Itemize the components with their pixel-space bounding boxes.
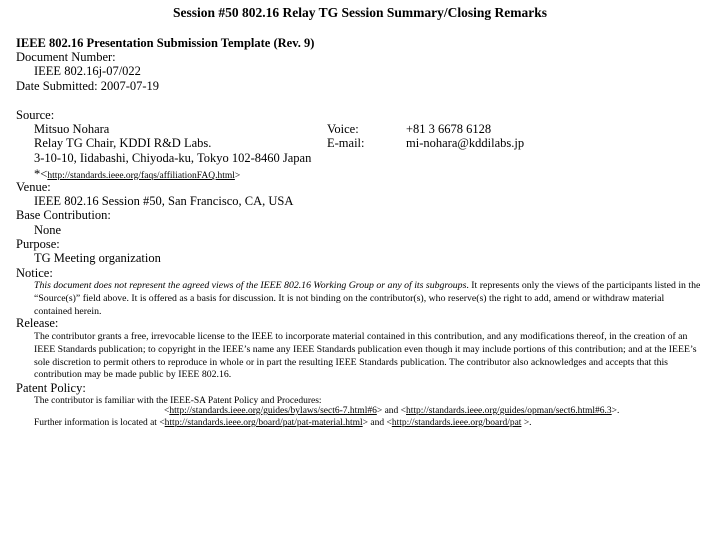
- affiliation-prefix: *<: [34, 167, 48, 181]
- patent-and-2: > and <: [362, 418, 392, 428]
- venue-value: IEEE 802.16 Session #50, San Francisco, CA, USA: [34, 194, 294, 208]
- voice-label: Voice:: [327, 122, 359, 136]
- base-contribution-label: Base Contribution:: [16, 208, 111, 222]
- patent-line-3-prefix: Further information is located at <: [34, 418, 165, 428]
- affiliation-suffix: >: [234, 171, 241, 181]
- pat-board-link[interactable]: http://standards.ieee.org/board/pat: [391, 418, 522, 428]
- source-label: Source:: [16, 108, 55, 122]
- date-submitted: Date Submitted: 2007-07-19: [16, 79, 160, 93]
- bylaws-link[interactable]: http://standards.ieee.org/guides/bylaws/sect6-7.html#6: [169, 406, 377, 416]
- pat-material-link[interactable]: http://standards.ieee.org/board/pat/pat-material.html: [164, 418, 363, 428]
- source-name: Mitsuo Nohara: [34, 122, 110, 136]
- purpose-value: TG Meeting organization: [34, 251, 161, 265]
- affiliation-line: [34, 165, 240, 183]
- email-value: mi-nohara@kddilabs.jp: [406, 136, 525, 150]
- patent-end-2: >.: [521, 418, 532, 428]
- notice-italic: This document does not represent the agreed views of the IEEE 802.16 Working Group or any of its subgroups: [34, 280, 467, 291]
- patent-policy-label: Patent Policy:: [16, 381, 86, 395]
- notice-rest: . It represents only the views of the participants listed in the “Source(s)” field above. It is offered as a basis for discussion. It is not binding on the contributor(s), who reserve(s) the right to add, amend or withdraw material contained herein.: [34, 280, 701, 317]
- patent-end-1: >.: [611, 406, 620, 416]
- base-contribution-value: None: [34, 223, 62, 237]
- document-number-label: Document Number:: [16, 50, 116, 64]
- purpose-label: Purpose:: [16, 237, 60, 251]
- venue-label: Venue:: [16, 180, 51, 194]
- affiliation-link[interactable]: http://standards.ieee.org/faqs/affiliationFAQ.html: [47, 171, 235, 181]
- template-line: IEEE 802.16 Presentation Submission Template (Rev. 9): [16, 36, 315, 50]
- patent-line-2: <http://standards.ieee.org/guides/bylaws/sect6-7.html#6> and <http://standards.ieee.org/guides/opman/sect6.html#6.3>.: [164, 406, 620, 416]
- page-title: Session #50 802.16 Relay TG Session Summary/Closing Remarks: [172, 5, 548, 20]
- source-address: 3-10-10, Iidabashi, Chiyoda-ku, Tokyo 102-8460 Japan: [34, 151, 312, 165]
- release-label: Release:: [16, 316, 59, 330]
- patent-line-3: [34, 418, 532, 428]
- notice-label: Notice:: [16, 266, 53, 280]
- release-text: The contributor grants a free, irrevocable license to the IEEE to incorporate material contained in this contribution, and any modifications thereof, in the creation of an IEEE Standards publication; to copyright in the IEEE’s name any IEEE Standards publication even though it may include portions of this contribution; and at the IEEE’s sole discretion to permit others to reproduce in whole or in part the resulting IEEE Standards publication. The contributor also acknowledges and accepts that this contribution may be made public by IEEE 802.16.: [34, 331, 697, 381]
- opman-link[interactable]: http://standards.ieee.org/guides/opman/sect6.html#6.3: [406, 406, 612, 416]
- source-role: Relay TG Chair, KDDI R&D Labs.: [34, 136, 212, 150]
- patent-and-1: > and <: [376, 406, 407, 416]
- voice-value: +81 3 6678 6128: [406, 122, 492, 136]
- document-number: IEEE 802.16j-07/022: [34, 64, 141, 78]
- patent-line-1: The contributor is familiar with the IEEE-SA Patent Policy and Procedures:: [34, 396, 322, 406]
- email-label: E-mail:: [327, 136, 365, 150]
- notice-text: [34, 280, 704, 318]
